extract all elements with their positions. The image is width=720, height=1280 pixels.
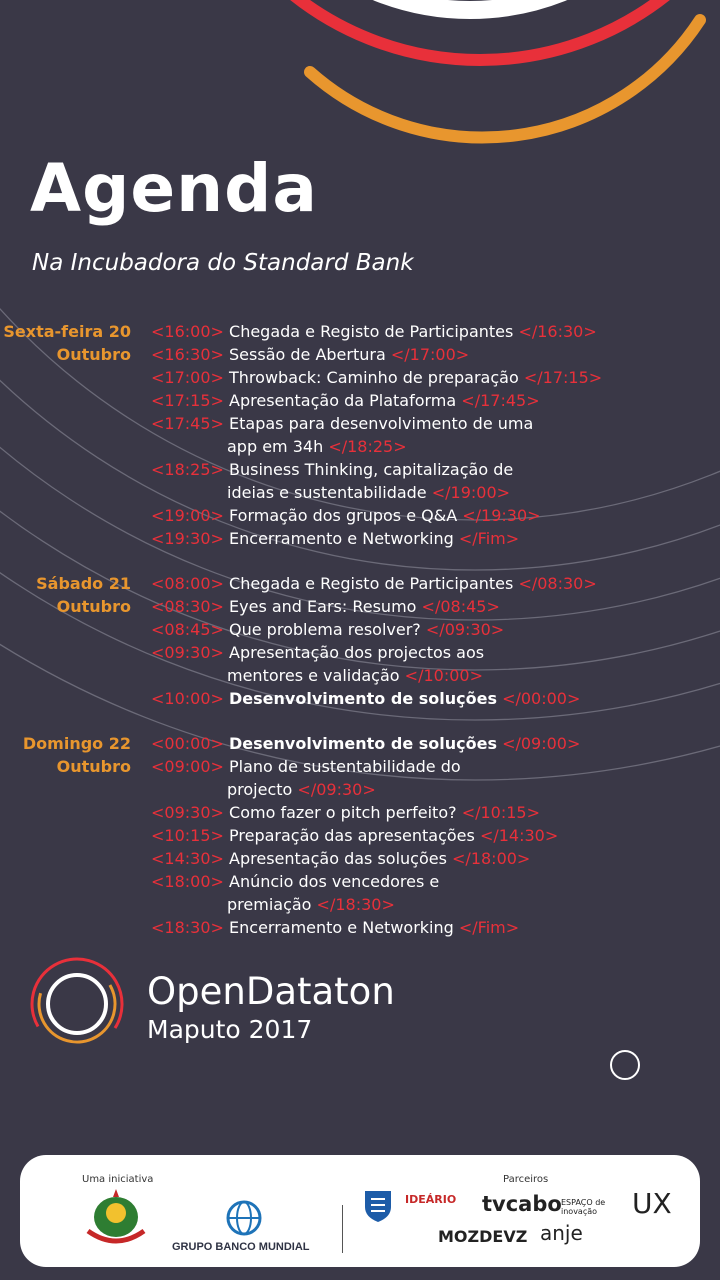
agenda-list bbox=[151, 732, 621, 939]
brand-subtitle: Maputo 2017 bbox=[147, 1015, 313, 1044]
world-bank-label: GRUPO BANCO MUNDIAL bbox=[172, 1241, 310, 1253]
ideario-logo: IDEÁRIO bbox=[405, 1193, 457, 1206]
agenda-list bbox=[151, 572, 621, 710]
agenda-item: <08:00> Chegada e Registo de Participantes </08:30> bbox=[151, 574, 597, 593]
mozdevz-logo: MOZDEVZ bbox=[438, 1227, 528, 1246]
brand-block bbox=[147, 970, 395, 1046]
standard-bank-shield-icon bbox=[363, 1189, 393, 1223]
ux-logo: UX bbox=[632, 1187, 672, 1220]
espaco-inovacao-logo: ESPAÇO de inovação bbox=[561, 1198, 606, 1216]
brand-name: OpenDataton bbox=[147, 970, 395, 1013]
agenda-item: <19:00> Formação dos grupos e Q&A </19:30> bbox=[151, 506, 541, 525]
footer-divider bbox=[342, 1205, 343, 1253]
agenda-item: <08:30> Eyes and Ears: Resumo </08:45> bbox=[151, 597, 500, 616]
footer-partners bbox=[20, 1155, 700, 1267]
day-label: Sexta-feira 20 Outubro bbox=[3, 322, 131, 364]
anje-logo: anje bbox=[540, 1221, 583, 1245]
page-title: Agenda bbox=[30, 150, 318, 227]
agenda-list bbox=[151, 320, 621, 550]
agenda-item: <17:15> Apresentação da Plataforma </17:45> bbox=[151, 391, 540, 410]
agenda-item: <10:00> Desenvolvimento de soluções </00:00> bbox=[151, 689, 581, 708]
world-bank-globe-icon bbox=[225, 1199, 263, 1237]
agenda-item: <18:25> Business Thinking, capitalização de ideias e sustentabilidade </19:00> bbox=[151, 460, 514, 502]
agenda-item: <09:00> Plano de sustentabilidade do projecto </09:30> bbox=[151, 757, 461, 799]
agenda-item: <14:30> Apresentação das soluções </18:00> bbox=[151, 849, 531, 868]
agenda-item: <08:45> Que problema resolver? </09:30> bbox=[151, 620, 505, 639]
agenda-item: <10:15> Preparação das apresentações </14:30> bbox=[151, 826, 559, 845]
mozambique-emblem-icon bbox=[78, 1187, 154, 1253]
agenda-item: <17:00> Throwback: Caminho de preparação </17:15> bbox=[151, 368, 603, 387]
agenda-item: <17:45> Etapas para desenvolvimento de uma app em 34h </18:25> bbox=[151, 414, 534, 456]
agenda-item: <09:30> Apresentação dos projectos aos mentores e validação </10:00> bbox=[151, 643, 485, 685]
agenda-item: <18:30> Encerramento e Networking </Fim> bbox=[151, 918, 520, 937]
agenda-item: <16:30> Sessão de Abertura </17:00> bbox=[151, 345, 470, 364]
agenda-item: <19:30> Encerramento e Networking </Fim> bbox=[151, 529, 520, 548]
initiative-label: Uma iniciativa bbox=[82, 1174, 154, 1185]
agenda-item: <00:00> Desenvolvimento de soluções </09:00> bbox=[151, 734, 581, 753]
day-label: Sábado 21 Outubro bbox=[36, 574, 131, 616]
tvcabo-logo: tvcabo bbox=[482, 1192, 562, 1216]
agenda-item: <16:00> Chegada e Registo de Participantes </16:30> bbox=[151, 322, 597, 341]
opendataton-logo-icon bbox=[28, 955, 126, 1053]
agenda-item: <09:30> Como fazer o pitch perfeito? </10:15> bbox=[151, 803, 541, 822]
page-subtitle: Na Incubadora do Standard Bank bbox=[32, 250, 414, 276]
agenda-item: <18:00> Anúncio dos vencedores e premiação </18:30> bbox=[151, 872, 440, 914]
partners-label: Parceiros bbox=[503, 1174, 549, 1185]
day-label: Domingo 22 Outubro bbox=[22, 734, 131, 776]
